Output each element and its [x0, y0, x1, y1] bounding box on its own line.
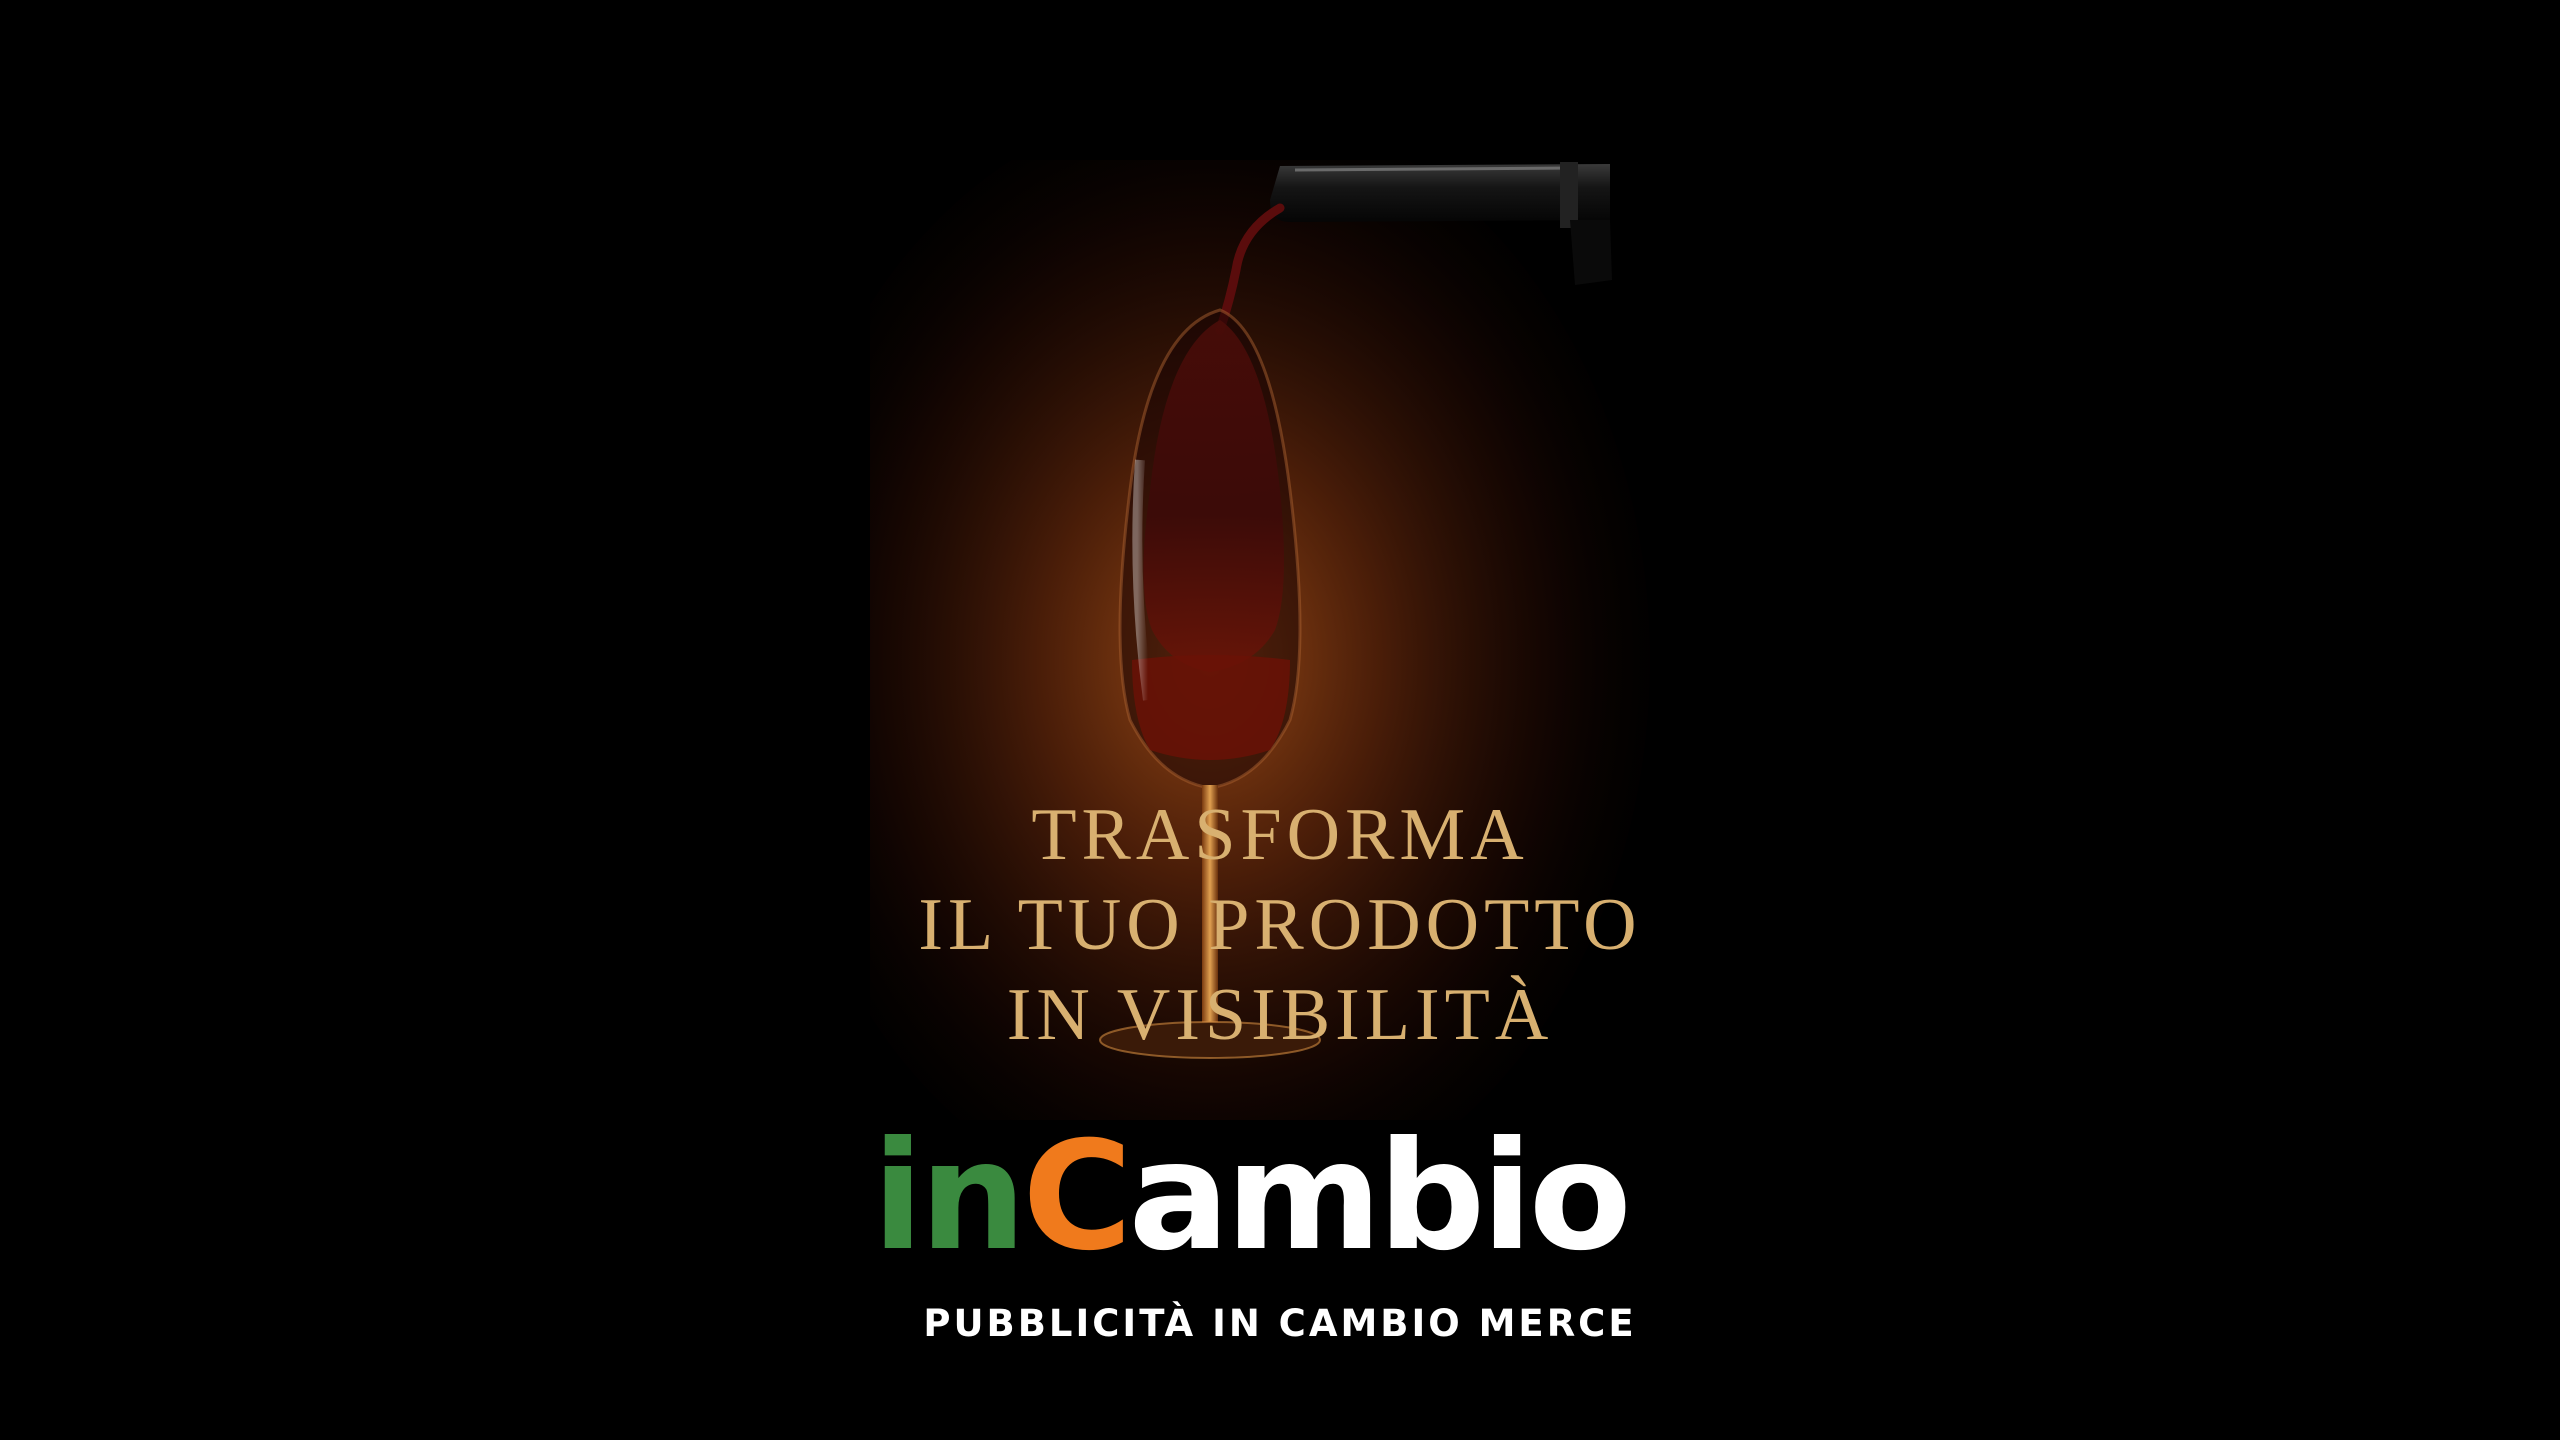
logo-c-arrow-icon: C	[1022, 1120, 1129, 1280]
tagline: PUBBLICITÀ IN CAMBIO MERCE	[923, 1302, 1637, 1345]
incambio-logo	[860, 1120, 1640, 1280]
headline-line-2: IL TUO PRODOTTO	[918, 884, 1642, 966]
logo-ambio: ambio	[1128, 1120, 1628, 1280]
svg-text:inCambio	[872, 1120, 1628, 1280]
headline-line-1: TRASFORMA	[1031, 794, 1529, 876]
logo-in: in	[872, 1120, 1023, 1280]
headline-line-3: IN VISIBILITÀ	[1006, 974, 1554, 1056]
headline	[780, 790, 1780, 1060]
